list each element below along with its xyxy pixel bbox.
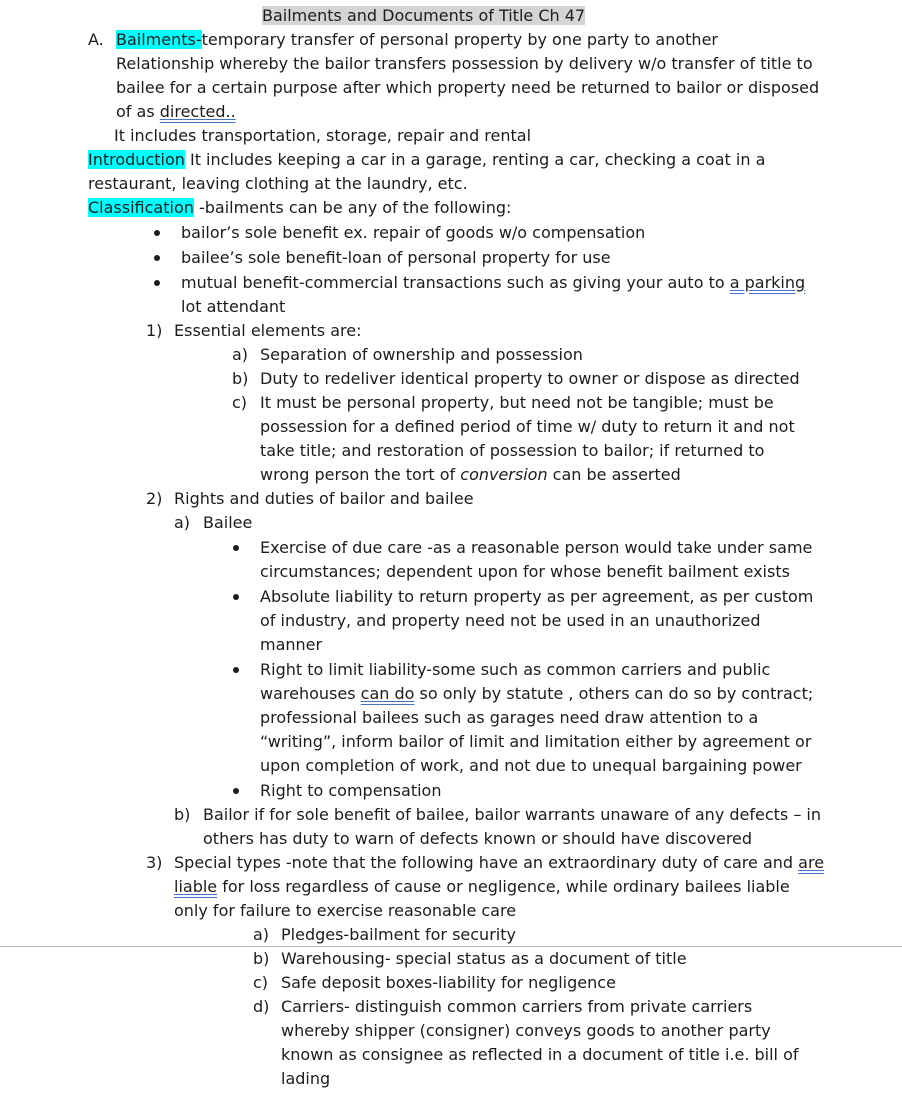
special-line-1: Special types -note that the following have an extraordinary duty of care and are bbox=[174, 853, 825, 872]
special-marker: 3) bbox=[146, 853, 163, 872]
bailor-marker: b) bbox=[174, 805, 191, 824]
special-c-marker: c) bbox=[253, 973, 269, 992]
section-a-line bbox=[116, 30, 718, 50]
relationship-line-2: bailee for a certain purpose after which property need be returned to bailor or disposed bbox=[116, 78, 820, 97]
essential-b-marker: b) bbox=[232, 369, 249, 388]
bailee-bullet-2: Absolute liability to return property as per agreement, as per custom bbox=[260, 587, 814, 606]
introduction-term: Introduction bbox=[88, 150, 185, 169]
bailee-heading: Bailee bbox=[203, 513, 253, 532]
bailor-line-1: Bailor if for sole benefit of bailee, bailor warrants unaware of any defects – in bbox=[203, 805, 822, 824]
classification-bullet-2: bailee’s sole benefit-loan of personal property for use bbox=[181, 248, 611, 267]
special-d-cont-3: lading bbox=[281, 1069, 331, 1088]
relationship-line-1: Relationship whereby the bailor transfers possession by delivery w/o transfer of title to bbox=[116, 54, 813, 73]
special-line-2: liable for loss regardless of cause or negligence, while ordinary bailees liable bbox=[174, 877, 790, 896]
bailee-bullet-3: Right to limit liability-some such as common carriers and public bbox=[260, 660, 771, 679]
bailee-bullet-3-cont-2: professional bailees such as garages need draw attention to a bbox=[260, 708, 759, 727]
essential-a-text: Separation of ownership and possession bbox=[260, 345, 583, 364]
classification-bullet-3-cont: lot attendant bbox=[181, 297, 286, 316]
parking-words: a parking bbox=[729, 273, 806, 292]
are-word: are bbox=[798, 853, 825, 872]
bailee-bullet-1: Exercise of due care -as a reasonable person would take under same bbox=[260, 538, 813, 557]
introduction-line: Introduction It includes keeping a car in a garage, renting a car, checking a coat in a bbox=[88, 150, 766, 169]
essential-b-text: Duty to redeliver identical property to owner or dispose as directed bbox=[260, 369, 800, 388]
special-a-marker: a) bbox=[253, 925, 270, 944]
bailee-bullet-1-cont: circumstances; dependent upon for whose benefit bailment exists bbox=[260, 562, 790, 581]
bullet bbox=[154, 255, 160, 261]
rights-heading: Rights and duties of bailor and bailee bbox=[174, 489, 474, 508]
bailee-bullet-3-cont-4: upon completion of work, and not due to unequal bargaining power bbox=[260, 756, 802, 775]
bailee-bullet-3-cont-3: “writing”, inform bailor of limit and limitation either by agreement or bbox=[260, 732, 812, 751]
bullet bbox=[154, 280, 160, 286]
essential-a-marker: a) bbox=[232, 345, 249, 364]
special-line-3: only for failure to exercise reasonable care bbox=[174, 901, 517, 920]
special-d-marker: d) bbox=[253, 997, 270, 1016]
bullet bbox=[233, 545, 239, 551]
bullet bbox=[233, 667, 239, 673]
classification-line: Classification -bailments can be any of the following: bbox=[88, 198, 512, 217]
classification-bullet-3: mutual benefit-commercial transactions such as giving your auto to a parking bbox=[181, 273, 806, 292]
relationship-line-3: of as directed.. bbox=[116, 102, 236, 121]
classification-term: Classification bbox=[88, 198, 194, 217]
bailments-definition: temporary transfer of personal property by one party to another bbox=[201, 30, 718, 49]
section-a-marker: A. bbox=[88, 30, 104, 49]
bailee-bullet-4: Right to compensation bbox=[260, 781, 442, 800]
special-a-text: Pledges-bailment for security bbox=[281, 925, 516, 944]
liable-word: liable bbox=[174, 877, 218, 896]
bullet bbox=[154, 230, 160, 236]
bailee-bullet-3-cont-1: warehouses can do so only by statute , others can do so by contract; bbox=[260, 684, 814, 703]
special-d-cont-1: whereby shipper (consigner) conveys goods to another party bbox=[281, 1021, 771, 1040]
rights-marker: 2) bbox=[146, 489, 163, 508]
bailee-bullet-2-cont-1: of industry, and property need not be used in an unauthorized bbox=[260, 611, 761, 630]
classification-bullet-1: bailor’s sole benefit ex. repair of goods w/o compensation bbox=[181, 223, 646, 242]
bailor-line-2: others has duty to warn of defects known or should have discovered bbox=[203, 829, 753, 848]
document-title: Bailments and Documents of Title Ch 47 bbox=[262, 6, 586, 25]
essential-c-cont-1: possession for a defined period of time w/ duty to return it and not bbox=[260, 417, 795, 436]
conversion-term: conversion bbox=[460, 465, 548, 484]
essential-c-cont-3: wrong person the tort of conversion can be asserted bbox=[260, 465, 681, 484]
introduction-line-2: restaurant, leaving clothing at the laundry, etc. bbox=[88, 174, 468, 193]
page-break-divider bbox=[0, 946, 902, 947]
special-b-marker: b) bbox=[253, 949, 270, 968]
essential-heading: Essential elements are: bbox=[174, 321, 362, 340]
bailee-marker: a) bbox=[174, 513, 191, 532]
special-d-cont-2: known as consignee as reflected in a document of title i.e. bill of bbox=[281, 1045, 799, 1064]
essential-marker: 1) bbox=[146, 321, 163, 340]
directed-word: directed.. bbox=[159, 102, 236, 121]
essential-c-cont-2: take title; and restoration of possession to bailor; if returned to bbox=[260, 441, 765, 460]
can-do-words: can do bbox=[360, 684, 415, 703]
bailee-bullet-2-cont-2: manner bbox=[260, 635, 323, 654]
essential-c-marker: c) bbox=[232, 393, 248, 412]
special-d-text: Carriers- distinguish common carriers from private carriers bbox=[281, 997, 753, 1016]
special-b-text: Warehousing- special status as a document of title bbox=[281, 949, 687, 968]
bullet bbox=[233, 594, 239, 600]
essential-c-text: It must be personal property, but need not be tangible; must be bbox=[260, 393, 774, 412]
special-c-text: Safe deposit boxes-liability for negligence bbox=[281, 973, 616, 992]
bailments-term: Bailments- bbox=[116, 30, 202, 49]
includes-line: It includes transportation, storage, repair and rental bbox=[114, 126, 532, 145]
bullet bbox=[233, 788, 239, 794]
